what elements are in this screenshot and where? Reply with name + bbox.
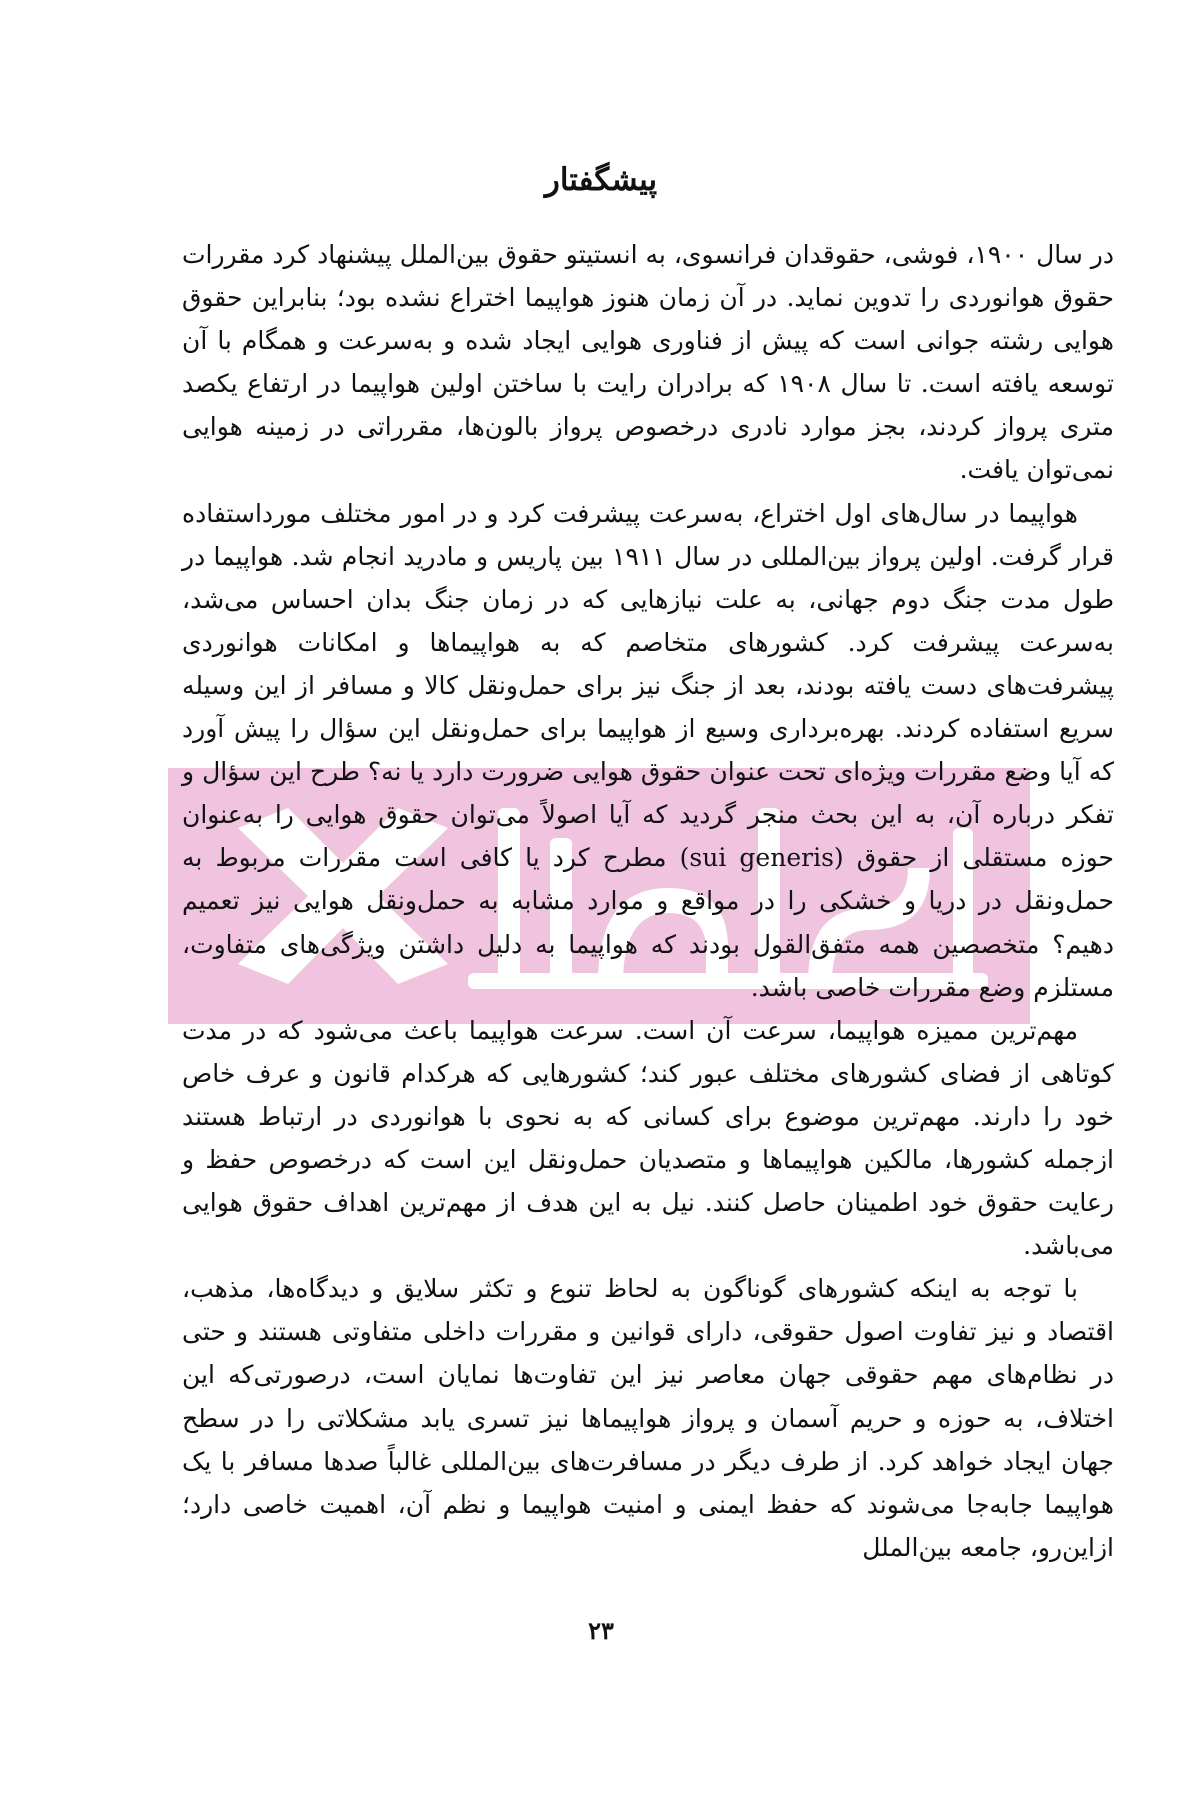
paragraph-1: در سال ۱۹۰۰، فوشی، حقوقدان فرانسوی، به انستیتو حقوق بین‌الملل پیشنهاد کرد مقررات حقوق هوانوردی را تدوین نماید. در آن زمان هنوز هواپیما اختراع نشده بود؛ بنابراین حقوق هوایی رشته جوانی است که پیش از فناوری هوایی ایجاد شده و به‌سرعت و همگام با آن توسعه یافته است. تا سال ۱۹۰۸ که برادران رایت با ساختن اولین هواپیما در ارتفاع یکصد متری پرواز کردند، بجز موارد نادری درخصوص پرواز بالون‌ها، مقرراتی در زمینه هوایی نمی‌توان یافت. (182, 240, 1114, 485)
page-title: پیشگفتار (544, 162, 658, 198)
paragraph-4: با توجه به اینکه کشورهای گوناگون به لحاظ تنوع و تکثر سلایق و دیدگاه‌ها، مذهب، اقتصاد و نیز تفاوت اصول حقوقی، دارای قوانین و مقررات داخلی متفاوتی هستند و حتی در نظام‌های مهم حقوقی جهان معاصر نیز این تفاوت‌ها نمایان است، درصورتی‌که این اختلاف، به حوزه و حریم آسمان و پرواز هواپیماها نیز تسری یابد مشکلاتی را در سطح جهان ایجاد خواهد کرد. از طرف دیگر در مسافرت‌های بین‌المللی غالباً صدها مسافر با یک هواپیما جابه‌جا می‌شوند که حفظ ایمنی و امنیت هواپیما و نظم آن، اهمیت خاصی دارد؛ ازاین‌رو، جامعه بین‌الملل (182, 1274, 1114, 1562)
page-number: ۲۳ (588, 1616, 614, 1645)
body-text (182, 233, 1114, 1569)
paragraph-2: هواپیما در سال‌های اول اختراع، به‌سرعت پیشرفت کرد و در امور مختلف مورداستفاده قرار گرفت. اولین پرواز بین‌المللی در سال ۱۹۱۱ بین پاریس و مادرید انجام شد. هواپیما در طول مدت جنگ دوم جهانی، به علت نیازهایی که در زمان جنگ بدان احساس می‌شد، به‌سرعت پیشرفت کرد. کشورهای متخاصم که به هواپیماها و امکانات هوانوردی پیشرفت‌های دست یافته بودند، بعد از جنگ نیز برای حمل‌ونقل کالا و مسافر از این وسیله سریع استفاده کردند. بهره‌برداری وسیع از هواپیما برای حمل‌ونقل این سؤال را پیش آورد که آیا وضع مقررات ویژه‌ای تحت عنوان حقوق هوایی ضرورت دارد یا نه؟ طرح این سؤال و تفکر درباره آن، به این بحث منجر گردید که آیا اصولاً می‌توان حقوق هوایی را به‌عنوان حوزه مستقلی از حقوق (sui generis) مطرح کرد یا کافی است مقررات مربوط به حمل‌ونقل در دریا و خشکی را در مواقع و موارد مشابه به حمل‌ونقل هوایی نیز تعمیم دهیم؟ متخصصین همه متفق‌القول بودند که هواپیما به دلیل داشتن ویژگی‌های متفاوت، مستلزم وضع مقررات خاصی باشد. (182, 498, 1114, 1002)
paragraph-3: مهم‌ترین ممیزه هواپیما، سرعت آن است. سرعت هواپیما باعث می‌شود که در مدت کوتاهی از فضای کشورهای مختلف عبور کند؛ کشورهایی که هرکدام قانون و عرف خاص خود را دارند. مهم‌ترین موضوع برای کسانی که به نحوی با هوانوردی در ارتباط هستند ازجمله کشورها، مالکین هواپیماها و متصدیان حمل‌ونقل این است که درخصوص حفظ و رعایت حقوق خود اطمینان حاصل کنند. نیل به این هدف از مهم‌ترین اهداف حقوق هوایی می‌باشد. (182, 1015, 1114, 1261)
